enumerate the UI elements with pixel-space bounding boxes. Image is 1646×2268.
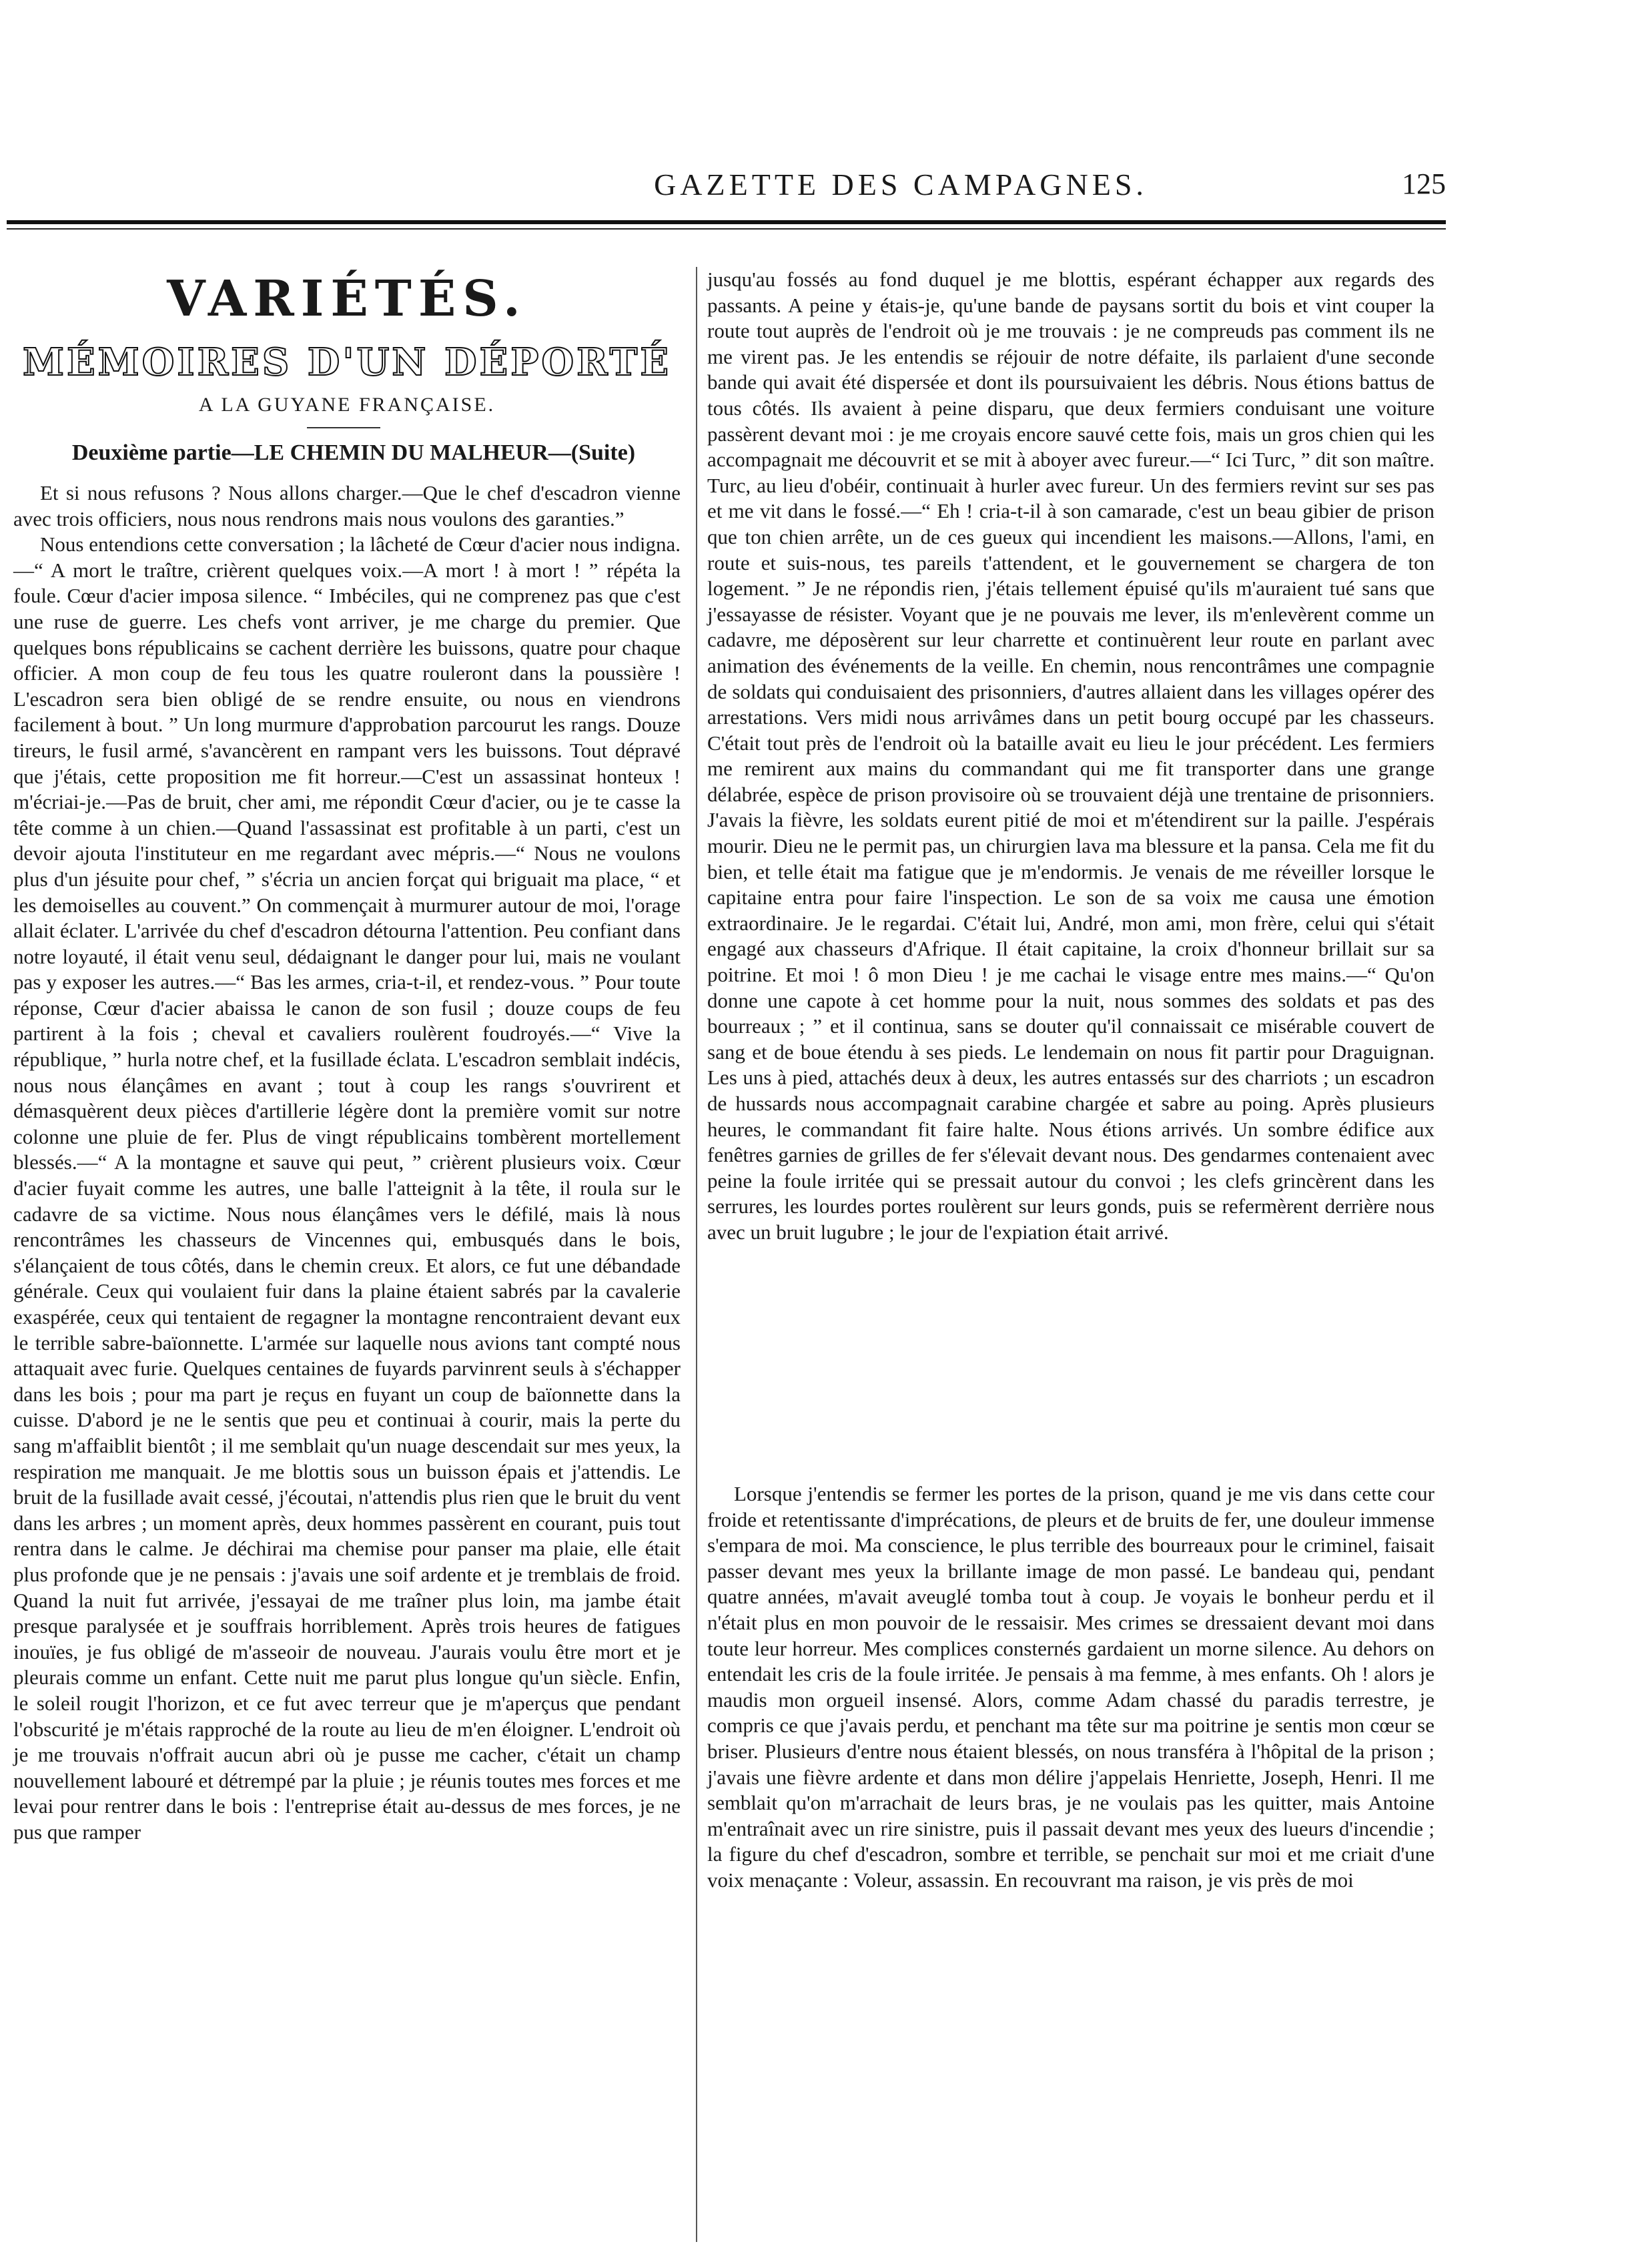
paragraph: Nous entendions cette conversation ; la lâcheté de Cœur d'acier nous indigna.—“ A mort le traître, crièrent quelques voix.—A mort ! à mort ! ” répéta la foule. Cœur d'acier imposa silence. “ Imbéciles, qui ne comprenez pas que c'est une ruse de guerre. Les chefs vont arriver, je me charge du premier. Que quelques bons républicains se cachent derrière les buissons, quatre pour chaque officier. A mon coup de feu tous les quatre rouleront dans la poussière ! L'escadron sera bien obligé de se rendre ensuite, ou nous en viendrons facilement à bout. ” Un long murmure d'approbation parcourut les rangs. Douze tireurs, le fusil armé, s'avancèrent en rampant vers les buissons. Tout dépravé que j'étais, cette proposition me fit horreur.—C'est un assassinat honteux ! m'écriai-je.—Pas de bruit, cher ami, me répondit Cœur d'acier, ou je te casse la tête comme à un chien.—Quand l'assassinat est profitable à un parti, c'est un devoir ajouta l'instituteur en me regardant avec mépris.—“ Nous ne voulons plus d'un jésuite pour chef, ” s'écria un ancien forçat qui briguait ma place, “ et les demoiselles au couvent.” On commençait à murmurer autour de moi, l'orage allait éclater. L'arrivée du chef d'escadron détourna l'attention. Peu confiant dans notre loyauté, il était venu seul, dédaignant le danger pour lui, mais ne voulant pas y exposer les autres.—“ Bas les armes, cria-t-il, et rendez-vous. ” Pour toute réponse, Cœur d'acier abaissa le canon de son fusil ; douze coups de feu partirent à la fois ; cheval et cavaliers roulèrent foudroyés.—“ Vive la république, ” hurla notre chef, et la fusillade éclata. L'escadron semblait indécis, nous nous élançâmes en avant ; tout à coup les rangs s'ouvrirent et démasquèrent deux pièces d'artillerie légère dont la première vomit sur notre colonne une pluie de fer. Plus de vingt républicains tombèrent mortellement blessés.—“ A la montagne et sauve qui peut, ” crièrent plusieurs voix. Cœur d'acier fuyait comme les autres, une balle l'atteignit à la tête, il roula sur le cadavre de sa victime. Nous nous élançâmes vers le défilé, mais là nous rencontrâmes les chasseurs de Vincennes qui, embusqués dans le bois, s'élançaient de tous côtés, dans le chemin creux. Et alors, ce fut une débandade générale. Ceux qui voulaient fuir dans la plaine étaient sabrés par la cavalerie exaspérée, ceux qui tentaient de regagner la montagne rencontraient devant eux le terrible sabre-baïonnette. L'armée sur laquelle nous avions tant compté nous attaquait avec furie. Quelques centaines de fuyards parvinrent seuls à s'échapper dans les bois ; pour ma part je reçus en fuyant un coup de baïonnette dans la cuisse. D'abord je ne le sentis que peu et continuai à courir, mais la perte du sang m'affaiblit bientôt ; il me semblait qu'un nuage descendait sur mes yeux, la respiration me manquait. Je me blottis sous un buisson épais et j'attendis. Le bruit de la fusillade avait cessé, j'écoutai, n'attendis plus rien que le bruit du vent dans les arbres ; un moment après, deux hommes passèrent en courant, puis tout rentra dans le calme. Je déchirai ma chemise pour panser ma plaie, elle était plus profonde que je ne pensais : j'avais une soif ardente et je tremblais de froid. Quand la nuit fut arrivée, j'essayai de me traîner plus loin, ma jambe était presque paralysée et je souffrais horriblement. Après trois heures de fatigues inouïes, je fus obligé de m'asseoir de nouveau. J'aurais voulu être mort et je pleurais comme un enfant. Cette nuit me parut plus longue qu'un siècle. Enfin, le soleil rougit l'horizon, et ce fut avec terreur que je m'aperçus que pendant l'obscurité je m'étais rapproché de la route au lieu de m'en éloigner. L'endroit où je me trouvais n'offrait aucun abri où je pusse me cacher, c'était un champ nouvellement labouré et détrempé par la pluie ; je réunis toutes mes forces et me levai pour rentrer dans le bois : l'entreprise était au-dessus de mes forces, je ne pus que ramper: [13, 532, 681, 1844]
paragraph: jusqu'au fossés au fond duquel je me blottis, espérant échapper aux regards des passants. A peine y étais-je, qu'une bande de paysans sortit du bois et vint couper la route tout auprès de l'endroit où je me trouvais : je ne compreuds pas comment ils ne me virent pas. Je les entendis se réjouir de notre défaite, ils parlaient d'une seconde bande qui avait été dispersée et dont ils poursuivaient les débris. Nous étions battus de tous côtés. Ils avaient à peine disparu, que deux fermiers conduisant une voiture passèrent devant moi : je me croyais encore sauvé cette fois, mais un gros chien qui les accompagnait me découvrit et se mit à aboyer avec fureur.—“ Ici Turc, ” dit son maître. Turc, au lieu d'obéir, continuait à hurler avec fureur. Un des fermiers revint sur ses pas et me vit dans le fossé.—“ Eh ! cria-t-il à son camarade, c'est un beau gibier de prison que ton chien arrête, un de ces gueux qui incendient les maisons.—Allons, l'ami, en route et suis-nous, tes pareils t'attendent, et le gouvernement se chargera de ton logement. ” Je ne répondis rien, j'étais tellement épuisé qu'ils m'auraient tué sans que j'essayasse de résister. Voyant que je ne pouvais me lever, ils m'enlevèrent comme un cadavre, me déposèrent sur leur charrette et continuèrent leur route en parlant avec animation des événements de la veille. En chemin, nous rencontrâmes une compagnie de soldats qui conduisaient des prisonniers, d'autres allaient dans les villages opérer des arrestations. Vers midi nous arrivâmes dans un petit bourg occupé par les chasseurs. C'était tout près de l'endroit où la bataille avait eu lieu le jour précédent. Les fermiers me remirent aux mains du commandant qui me fit transporter dans une grange délabrée, espèce de prison provisoire où se trouvaient déjà une trentaine de prisonniers. J'avais la fièvre, les soldats eurent pitié de moi et m'étendirent sur la paille. J'espérais mourir. Dieu ne le permit pas, un chirurgien lava ma blessure et la pansa. Cela me fit du bien, et telle était ma fatigue que je m'endormis. Je venais de me réveiller lorsque le capitaine entra pour faire l'inspection. Le son de sa voix me causa une émotion extraordinaire. Je le regardai. C'était lui, André, mon ami, mon frère, celui qui s'était engagé aux chasseurs d'Afrique. Il était capitaine, la croix d'honneur brillait sur sa poitrine. Et moi ! ô mon Dieu ! je me cachai le visage entre mes mains.—“ Qu'on donne une capote à cet homme pour la nuit, nous sommes des soldats et pas des bourreaux ; ” et il continua, sans se douter qu'il connaissait ce misérable couvert de sang et de boue étendu à ses pieds. Le lendemain on nous fit partir pour Draguignan. Les uns à pied, attachés deux à deux, les autres entassés sur des charriots ; un escadron de hussards nous accompagnait carabine chargée et sabre au poing. Après plusieurs heures, le commandant fit faire halte. Nous étions arrivés. Un sombre édifice aux fenêtres garnies de grilles de fer s'élevait devant nous. Des gendarmes contenaient avec peine la foule irritée qui se pressait autour du convoi ; les clefs grincèrent dans les serrures, les lourdes portes roulèrent sur leurs gonds, puis se refermèrent derrière nous avec un bruit lugubre ; le jour de l'expiation était arrivé.: [707, 268, 1434, 1244]
serial-title: MÉMOIRES D'UN DÉPORTÉ: [22, 340, 672, 384]
section-title: VARIÉTÉS.: [167, 270, 527, 328]
paragraph: Et si nous refusons ? Nous allons charger.—Que le chef d'escadron vienne avec trois officiers, nous nous rendrons mais nous voulons des garanties.”: [13, 481, 681, 530]
part-heading: Deuxième partie—LE CHEMIN DU MALHEUR—(Suite): [71, 440, 636, 465]
page-number: 125: [1402, 167, 1446, 200]
serial-subtitle: A LA GUYANE FRANÇAISE.: [198, 394, 496, 416]
header-rule-thin: [7, 228, 1446, 230]
right-column-top: [707, 267, 1434, 1246]
running-title: GAZETTE DES CAMPAGNES.: [654, 167, 1148, 202]
title-divider: [307, 427, 380, 428]
column-divider: [696, 267, 697, 2242]
paragraph: Lorsque j'entendis se fermer les portes de la prison, quand je me vis dans cette cour froide et retentissante d'imprécations, de pleurs et de bruits de fer, une douleur immense s'empara de moi. Ma conscience, le plus terrible des bourreaux pour le criminel, faisait passer devant mes yeux la brillante image de mon passé. Le bandeau qui, pendant quatre années, m'avait aveuglé tomba tout à coup. Je voyais le bonheur perdu et il n'était plus en mon pouvoir de le ressaisir. Mes crimes se dressaient devant moi dans toute leur horreur. Mes complices consternés gardaient un morne silence. Au dehors on entendait les cris de la foule irritée. Je pensais à ma femme, à mes enfants. Oh ! alors je maudis mon orgueil insensé. Alors, comme Adam chassé du paradis terrestre, je compris ce que j'avais perdu, et penchant ma tête sur ma poitrine je sentis mon cœur se briser. Plusieurs d'entre nous étaient blessés, on nous transféra à l'hôpital de la prison ; j'avais une fièvre ardente et dans mon délire j'appelais Henriette, Joseph, Henri. Il me semblait qu'on m'arrachait de leurs bras, je ne voulais pas les quitter, mais Antoine m'entraînait avec un rire sinistre, puis il passait devant mes yeux des lueurs d'incendie ; la figure du chef d'escadron, sombre et terrible, se penchait sur moi et me criait d'une voix menaçante : Voleur, assassin. En recouvrant ma raison, je vis près de moi: [707, 1482, 1434, 1892]
left-column: [13, 480, 681, 1845]
header-rule-thick: [7, 220, 1446, 224]
right-column-bottom: [707, 1481, 1434, 1894]
